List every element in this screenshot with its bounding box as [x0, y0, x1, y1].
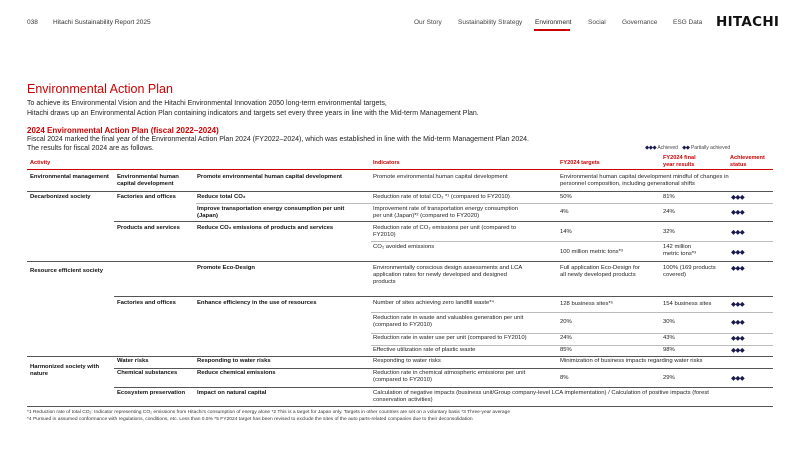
achieved-icon: ◆◆◆ — [731, 229, 745, 236]
result-value: 154 business sites — [663, 301, 712, 307]
section-desc-line-1: Fiscal 2024 marked the final year of the Environmental Action Plan 2024 (FY2022–2024), which was established in line with the Mid-term Management Plan 2024. — [27, 136, 529, 143]
merged-indicator-natural-capital — [373, 390, 773, 404]
row-rule — [114, 221, 773, 222]
result-value: 30% — [663, 319, 675, 325]
indicator-water-risks: Responding to water risks — [373, 358, 441, 364]
hitachi-logo[interactable]: HITACHI — [716, 14, 780, 30]
nav-our-story[interactable]: Our Story — [414, 19, 442, 26]
row-rule — [114, 387, 773, 388]
row-rule — [27, 261, 773, 262]
target-value — [560, 265, 640, 279]
report-title[interactable]: Hitachi Sustainability Report 2025 — [53, 19, 151, 26]
merged-natural-line-1: Calculation of negative impacts (business unit/Group company-level LCA implementation) / Calculation of positive impacts (forest — [373, 390, 709, 396]
indicator-water-use: Reduction rate in water use per unit (compared to FY2010) — [373, 335, 527, 341]
row-rule — [27, 191, 773, 192]
activity-promote-eco-design: Promote Eco-Design — [197, 265, 255, 271]
legend-partial-label: Partially achieved — [690, 145, 731, 151]
indicator-eco-line-3: products — [373, 279, 396, 285]
row-rule — [371, 312, 773, 313]
result-value: 81% — [663, 194, 675, 200]
target-value: 20% — [560, 319, 572, 325]
result-line-2: metric tons*³ — [663, 251, 697, 257]
achieved-icon: ◆◆◆ — [731, 194, 745, 201]
achieved-icon: ◆◆◆ — [731, 249, 745, 256]
header-rule — [27, 169, 773, 170]
activity-promote-env-human-capital: Promote environmental human capital development — [197, 174, 343, 180]
subcategory-products-services: Products and services — [117, 225, 180, 231]
indicator-eco-line-2: application rates for newly developed and designed — [373, 272, 507, 278]
page-number: 038 — [27, 19, 38, 26]
activity-water-risks: Responding to water risks — [197, 358, 271, 364]
achieved-icon: ◆◆◆ — [731, 301, 745, 308]
legend-achieved-label: Achieved — [657, 145, 678, 151]
intro-line-1: To achieve its Environmental Vision and the Hitachi Environmental Innovation 2050 long-term environmental targets, — [27, 100, 387, 107]
target-value: 4% — [560, 209, 569, 215]
row-rule — [114, 368, 773, 369]
activity-reduce-total-co2: Reduce total CO₂ — [197, 194, 246, 200]
subcategory-env-human-capital — [117, 174, 179, 188]
category-decarbonized-society: Decarbonized society — [30, 194, 91, 200]
indicator-waste-reduction — [373, 315, 523, 329]
header-results — [663, 155, 696, 168]
indicator-chemical-emissions — [373, 370, 525, 384]
result-value: 43% — [663, 335, 675, 341]
merged-target-water-risks: Minimization of business impacts regarding water risks — [560, 358, 703, 364]
subcategory-ecosystem-preservation: Ecosystem preservation — [117, 390, 186, 396]
indicator-co2-per-unit — [373, 225, 516, 239]
header-status-line-2: status — [730, 161, 747, 168]
legend — [645, 145, 730, 151]
achieved-icon: ◆◆◆ — [731, 265, 745, 272]
row-rule — [371, 241, 773, 242]
indicator-waste-line-1: Reduction rate in waste and valuables generation per unit — [373, 315, 524, 321]
indicator-co2-line-2: FY2010) — [373, 232, 396, 238]
indicator-transport-energy — [373, 206, 518, 220]
indicator-chemical-line-1: Reduction rate in chemical atmospheric emissions per unit — [373, 370, 526, 376]
category-resource-efficient-society: Resource efficient society — [30, 268, 104, 274]
indicator-total-co2: Reduction rate of total CO₂ *¹ (compared to FY2010) — [373, 194, 510, 200]
target-line-2: all newly developed products — [560, 272, 636, 278]
header-results-line-1: FY2024 final — [663, 155, 696, 161]
target-value: 50% — [560, 194, 572, 200]
target-value: 128 business sites*⁵ — [560, 301, 614, 307]
row-rule — [371, 333, 773, 334]
row-rule — [27, 356, 773, 357]
category-harmonized-line-2: nature — [30, 371, 49, 377]
nav-esg-data[interactable]: ESG Data — [673, 19, 703, 26]
section-description — [27, 135, 627, 153]
result-line-1: 100% (169 products — [663, 265, 716, 271]
activity-natural-capital: Impact on natural capital — [197, 390, 267, 396]
merged-target-env-human-capital — [560, 174, 772, 188]
nav-sustainability-strategy[interactable]: Sustainability Strategy — [458, 19, 523, 26]
result-value: 98% — [663, 347, 675, 353]
indicator-transport-line-2: per unit (Japan)*² (compared to FY2020) — [373, 213, 480, 219]
indicator-chemical-line-2: (compared to FY2010) — [373, 377, 432, 383]
result-line-2: covered) — [663, 272, 686, 278]
header-status-line-1: Achievement — [730, 155, 765, 161]
subcategory-env-human-line-1: Environmental human — [117, 174, 179, 180]
achieved-icon: ◆◆◆ — [731, 209, 745, 216]
activity-transport-line-2: (Japan) — [197, 213, 218, 219]
target-value: 85% — [560, 347, 572, 353]
category-harmonized-society — [30, 364, 99, 378]
subcategory-chemical-substances: Chemical substances — [117, 370, 178, 376]
target-line-1: Full application Eco-Design for — [560, 265, 640, 271]
target-value: 100 million metric tons*³ — [560, 249, 623, 255]
indicator-zero-landfill: Number of sites achieving zero landfill waste*⁴ — [373, 300, 495, 306]
activity-reduce-co2-products: Reduce CO₂ emissions of products and services — [197, 225, 334, 231]
header-status — [730, 155, 765, 168]
top-bar — [0, 0, 800, 44]
intro-text — [27, 99, 627, 118]
footnote-line-2: *4 Pursued in assumed conformance with regulations, conditions, etc. Less than 0.5% *5 FY2024 target has been revised to exclude the sites of the auto parts-related companies due to their deconsolidation — [27, 416, 473, 422]
category-harmonized-line-1: Harmonized society with — [30, 364, 100, 370]
footnotes — [27, 410, 787, 423]
subcategory-water-risks: Water risks — [117, 358, 149, 364]
header-targets: FY2024 targets — [560, 160, 600, 166]
merged-target-line-1: Environmental human capital development mindful of changes in — [560, 174, 729, 180]
indicator-plastic-waste: Effective utilization rate of plastic waste — [373, 347, 476, 353]
table-bottom-rule — [27, 406, 773, 407]
section-desc-line-2: The results for fiscal 2024 are as follows. — [27, 145, 154, 152]
indicator-co2-avoided: CO₂ avoided emissions — [373, 244, 435, 250]
activity-resource-efficiency: Enhance efficiency in the use of resources — [197, 300, 317, 306]
achieved-icon: ◆◆◆ — [731, 335, 745, 342]
achieved-icon: ◆◆◆ — [645, 145, 657, 151]
result-line-1: 142 million — [663, 244, 692, 250]
page-title: Environmental Action Plan — [27, 82, 173, 96]
category-environmental-management: Environmental management — [30, 174, 109, 180]
activity-transport-line-1: Improve transportation energy consumption per unit — [197, 206, 345, 212]
subcategory-env-human-line-2: capital development — [117, 181, 174, 187]
intro-line-2: Hitachi draws up an Environmental Action Plan containing indicators and targets set every three years in line with the Mid-term Management Plan. — [27, 109, 479, 117]
header-indicators: Indicators — [373, 160, 400, 166]
target-value: 14% — [560, 229, 572, 235]
header-results-line-2: year results — [663, 161, 695, 168]
achieved-icon: ◆◆◆ — [731, 375, 745, 382]
active-nav-indicator — [534, 29, 570, 31]
header-activity: Activity — [30, 160, 51, 166]
activity-reduce-chemical: Reduce chemical emissions — [197, 370, 276, 376]
subcategory-factories-offices: Factories and offices — [117, 194, 176, 200]
indicator-co2-line-1: Reduction rate of CO₂ emissions per unit (compared to — [373, 225, 517, 231]
row-rule — [114, 296, 773, 297]
indicator-waste-line-2: (compared to FY2010) — [373, 322, 432, 328]
merged-target-line-2: personnel composition, including generational shifts — [560, 181, 695, 187]
section-title: 2024 Environmental Action Plan (fiscal 2022–2024) — [27, 126, 219, 135]
result-value — [663, 244, 696, 258]
result-value — [663, 265, 716, 279]
result-value: 24% — [663, 209, 675, 215]
target-value: 24% — [560, 335, 572, 341]
result-value: 32% — [663, 229, 675, 235]
nav-environment[interactable]: Environment — [535, 19, 572, 26]
merged-natural-line-2: conservation activities) — [373, 397, 433, 403]
row-rule — [371, 345, 773, 346]
indicator-eco-line-1: Environmentally conscious design assessments and LCA — [373, 265, 523, 271]
indicator-env-human-capital: Promote environmental human capital development — [373, 174, 508, 180]
achieved-icon: ◆◆◆ — [731, 347, 745, 354]
footnote-line-1: *1 Reduction rate of total CO₂: Indicator representing CO₂ emissions from Hitachi's consumption of energy alone *2 This is a target for Japan only. Targets in other countries are set on a voluntary basis *3 Three-year average — [27, 410, 511, 415]
nav-governance[interactable]: Governance — [622, 19, 658, 26]
activity-transport-energy — [197, 206, 344, 220]
subcategory-factories-offices-2: Factories and offices — [117, 300, 176, 306]
target-value: 8% — [560, 375, 569, 381]
indicator-eco-design — [373, 265, 522, 286]
indicator-transport-line-1: Improvement rate of transportation energy consumption — [373, 206, 519, 212]
result-value: 29% — [663, 375, 675, 381]
partially-achieved-icon: ◆◆ — [682, 145, 690, 151]
achieved-icon: ◆◆◆ — [731, 319, 745, 326]
nav-social[interactable]: Social — [588, 19, 606, 26]
row-rule — [196, 203, 773, 204]
